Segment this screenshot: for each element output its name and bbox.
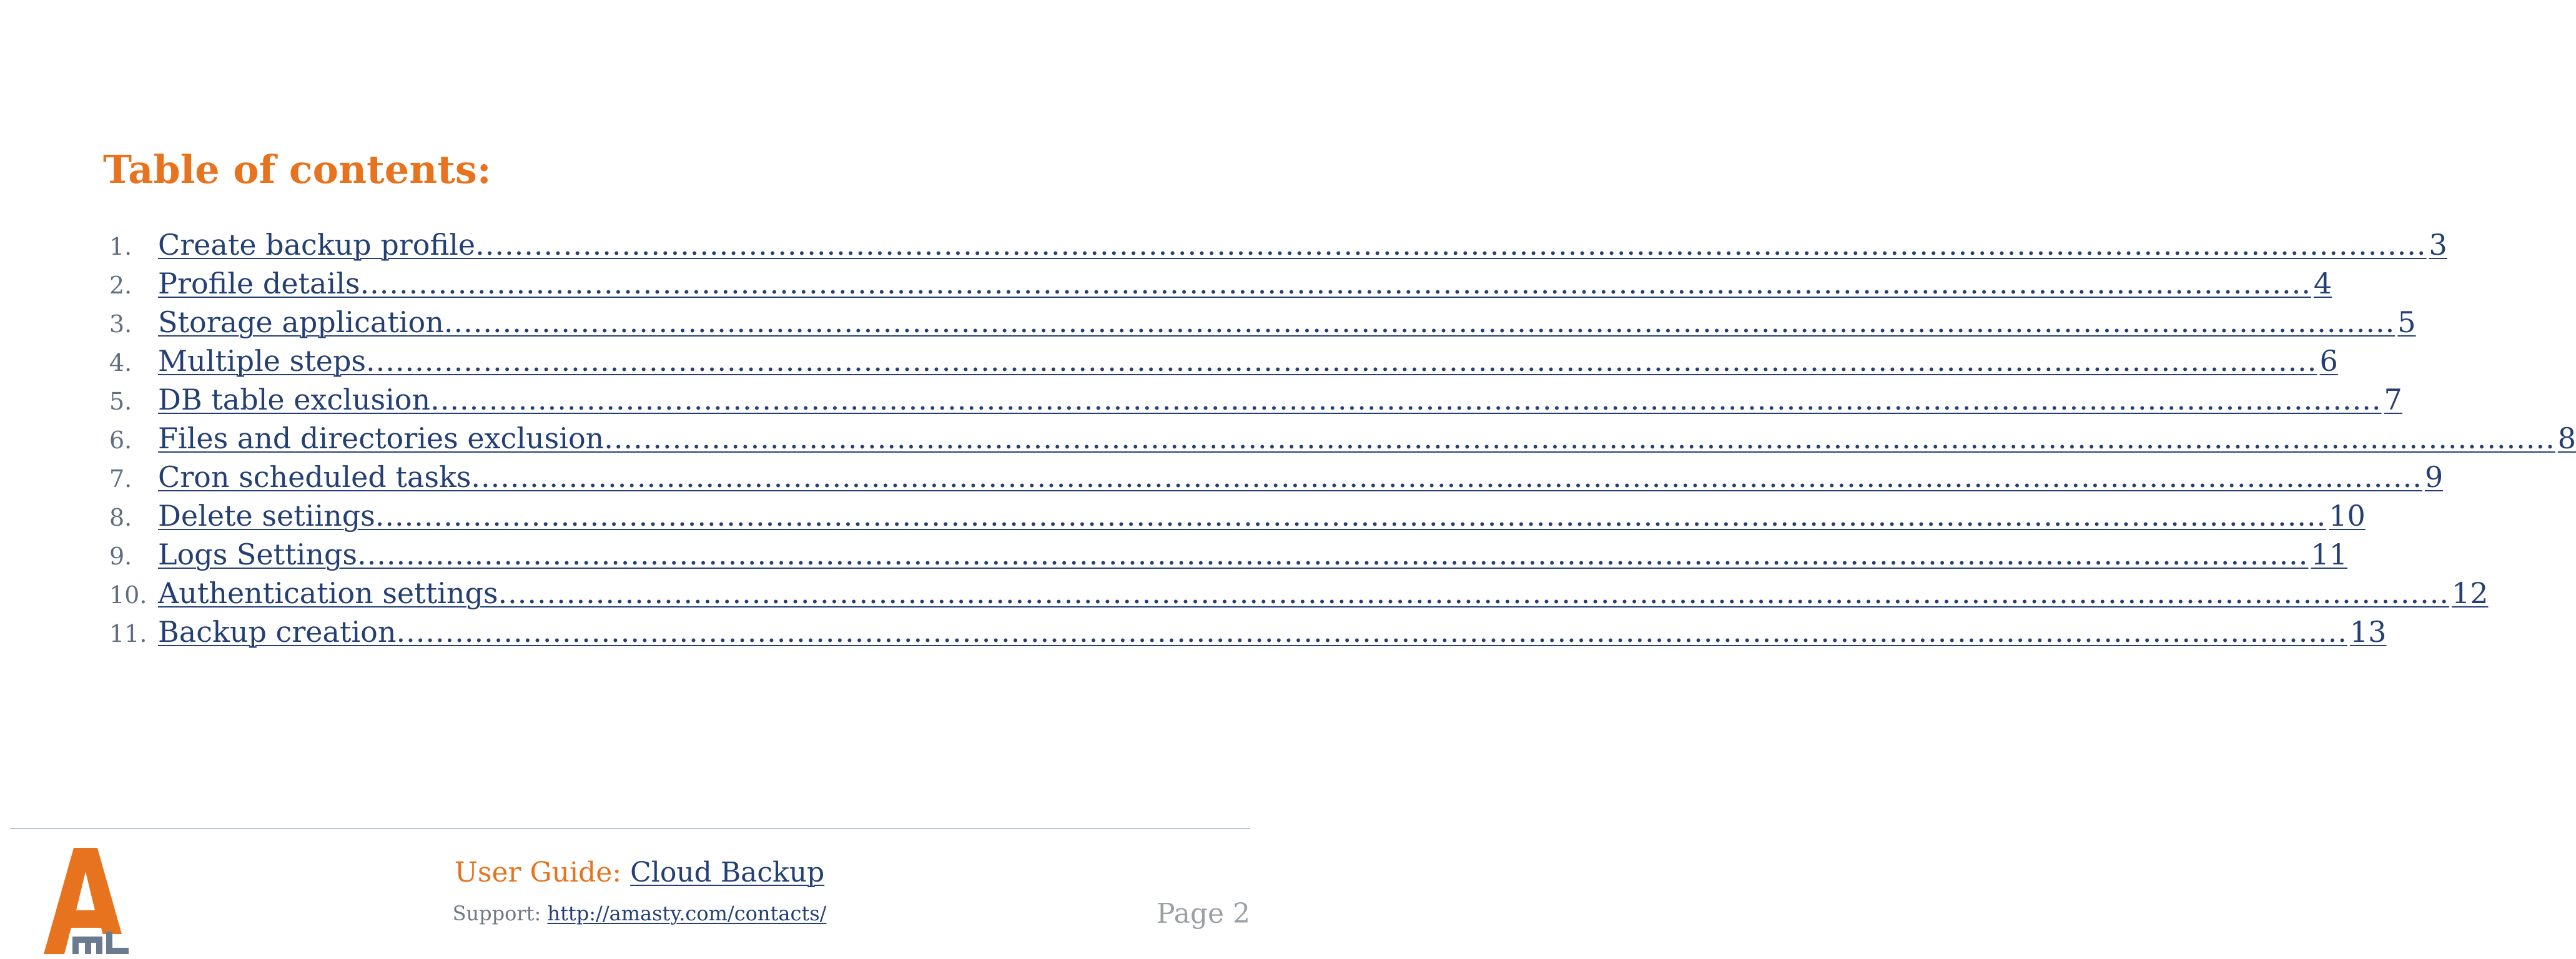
dot-leader: ........................................................................................................................................................................................................ xyxy=(471,460,2422,494)
toc-link-storage-application[interactable] xyxy=(158,305,2416,339)
toc-entry-page: 7 xyxy=(2384,383,2402,416)
dot-leader: ........................................................................................................................................................................................................ xyxy=(366,344,2317,378)
toc-entry-number: 9. xyxy=(109,543,132,570)
toc-link-logs-settings[interactable] xyxy=(158,538,2347,571)
dot-leader: ........................................................................................................................................................................................................ xyxy=(604,421,2555,455)
toc-link-cron-scheduled-tasks[interactable] xyxy=(158,460,2444,494)
toc-entry-title: Create backup profile xyxy=(158,228,476,262)
toc-entry-number: 1. xyxy=(109,233,132,260)
toc-entry xyxy=(109,499,2366,538)
dot-leader: ........................................................................................................................................................................................................ xyxy=(430,383,2382,416)
toc-entry-number: 6. xyxy=(109,426,132,454)
footer-guide-title xyxy=(0,857,1279,890)
toc-entry xyxy=(109,421,2576,460)
footer-divider xyxy=(10,828,1250,829)
toc-entry xyxy=(109,344,2338,383)
toc-entry xyxy=(109,305,2416,344)
toc-link-authentication-settings[interactable] xyxy=(158,576,2489,610)
toc-link-db-table-exclusion[interactable] xyxy=(158,383,2402,416)
toc-entry-page: 4 xyxy=(2313,267,2332,300)
dot-leader: ........................................................................................................................................................................................................ xyxy=(498,576,2449,610)
toc-entry xyxy=(109,267,2332,305)
toc-entry-page: 6 xyxy=(2319,344,2338,378)
toc-link-profile-details[interactable] xyxy=(158,267,2332,300)
toc-entry xyxy=(109,460,2444,499)
toc-entry-page: 3 xyxy=(2429,228,2447,262)
toc-entry-page: 5 xyxy=(2397,305,2416,339)
toc-list xyxy=(109,228,2576,654)
dot-leader: ........................................................................................................................................................................................................ xyxy=(396,615,2347,649)
toc-entry-number: 7. xyxy=(109,465,132,493)
toc-entry-page: 10 xyxy=(2329,499,2366,533)
toc-entry-title: Profile details xyxy=(158,267,360,300)
toc-entry-number: 10. xyxy=(109,581,147,609)
toc-entry-number: 11. xyxy=(109,620,147,647)
toc-entry-number: 2. xyxy=(109,272,132,299)
toc-entry-page: 12 xyxy=(2451,576,2489,610)
toc-entry-title: Logs Settings xyxy=(158,538,358,571)
toc-title: Table of contents: xyxy=(103,147,491,192)
toc-entry-page: 8 xyxy=(2557,421,2576,455)
toc-entry xyxy=(109,576,2489,615)
toc-entry-title: Files and directories exclusion xyxy=(158,421,605,455)
toc-entry-number: 4. xyxy=(109,349,132,376)
toc-entry-title: Cron scheduled tasks xyxy=(158,460,471,494)
support-link[interactable]: http://amasty.com/contacts/ xyxy=(547,902,827,925)
dot-leader: ........................................................................................................................................................................................................ xyxy=(443,305,2396,339)
toc-entry-page: 9 xyxy=(2424,460,2444,494)
dot-leader: ........................................................................................................................................................................................................ xyxy=(475,228,2427,262)
toc-entry-title: Authentication settings xyxy=(158,576,498,610)
toc-entry-title: Delete setiings xyxy=(158,499,375,533)
toc-link-files-and-directories-exclusion[interactable] xyxy=(158,421,2576,455)
toc-entry xyxy=(109,383,2402,421)
toc-entry-title: Multiple steps xyxy=(158,344,367,378)
dot-leader: ........................................................................................................................................................................................................ xyxy=(375,499,2327,533)
dot-leader: ........................................................................................................................................................................................................ xyxy=(357,538,2309,571)
toc-entry-number: 5. xyxy=(109,388,132,415)
toc-entry-page: 11 xyxy=(2311,538,2347,571)
toc-entry-number: 8. xyxy=(109,504,132,531)
toc-entry-title: Storage application xyxy=(158,305,444,339)
support-label: Support: xyxy=(452,902,541,925)
toc-entry xyxy=(109,228,2447,267)
toc-entry-page: 13 xyxy=(2349,615,2387,649)
dot-leader: ........................................................................................................................................................................................................ xyxy=(360,267,2311,300)
toc-entry-title: Backup creation xyxy=(158,615,397,649)
toc-entry-number: 3. xyxy=(109,310,132,338)
toc-entry-title: DB table exclusion xyxy=(158,383,431,416)
footer-support xyxy=(0,902,1279,925)
toc-entry xyxy=(109,538,2347,576)
guide-name-link[interactable]: Cloud Backup xyxy=(630,857,825,888)
toc-link-create-backup-profile[interactable] xyxy=(158,228,2447,262)
toc-link-backup-creation[interactable] xyxy=(158,615,2387,649)
toc-link-delete-settings[interactable] xyxy=(158,499,2366,533)
page-number: Page 2 xyxy=(1156,898,1250,930)
toc-link-multiple-steps[interactable] xyxy=(158,344,2338,378)
toc-entry xyxy=(109,615,2387,654)
guide-label: User Guide: xyxy=(454,857,622,888)
